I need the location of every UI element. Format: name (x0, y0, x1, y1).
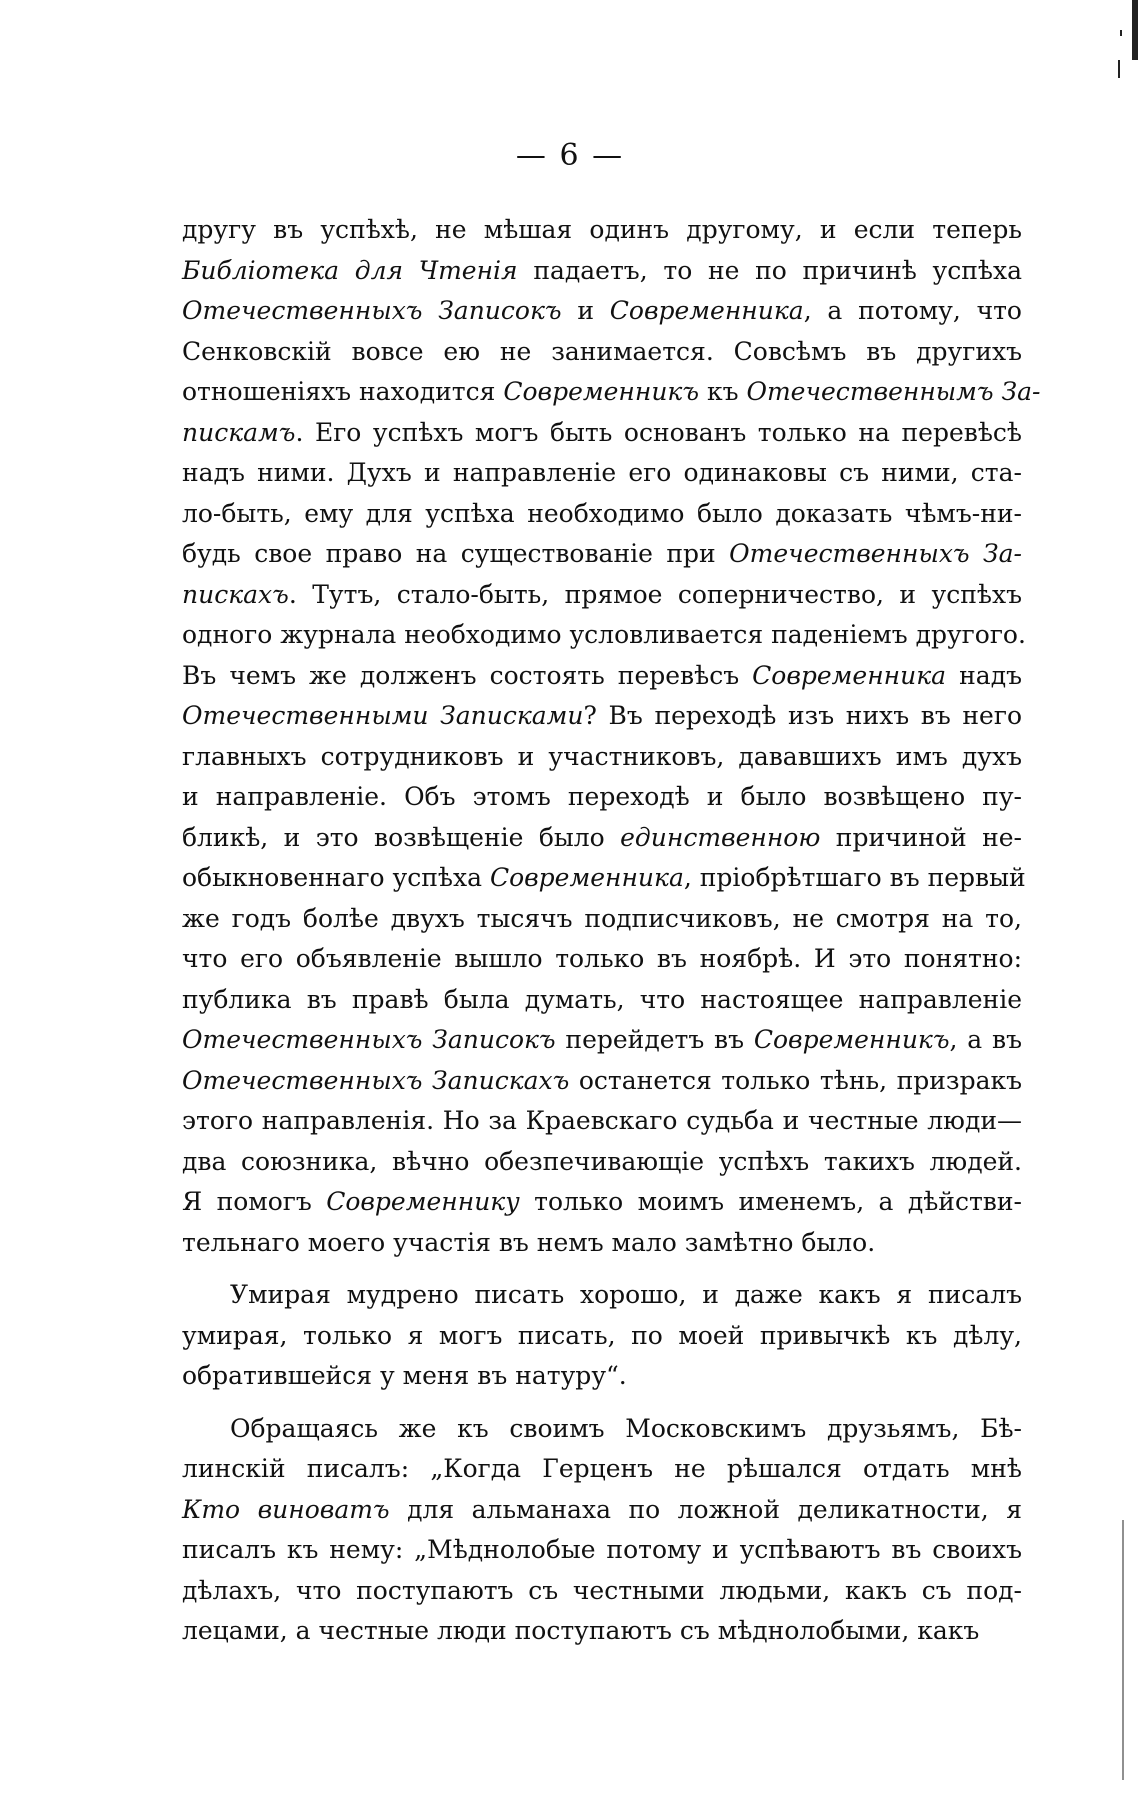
italic-title: Кто виноватъ (182, 1494, 390, 1524)
text-run: и (561, 296, 610, 325)
italic-title: Отечественнымъ За- (746, 377, 1041, 406)
text-run: лецами, а честные люди поступаютъ съ мѣднолобыми, какъ (182, 1616, 980, 1645)
italic-title: Отечественныхъ За- (729, 539, 1022, 568)
text-line (182, 818, 1022, 859)
text-line (182, 939, 1022, 980)
italic-title: Библіотека для Чтенія (182, 255, 518, 285)
text-run: этого направленія. Но за Краевскаго судьба и честные люди— (182, 1106, 1022, 1135)
page-edge-marks (1110, 0, 1140, 1820)
text-run: линскій писалъ: „Когда Герценъ не рѣшался отдать мнѣ (182, 1454, 1022, 1483)
text-run: два союзника, вѣчно обезпечивающіе успѣхъ такихъ людей. (182, 1146, 1022, 1176)
text-line (182, 1061, 1022, 1102)
italic-title: Современника (752, 660, 947, 690)
text-line (182, 453, 1022, 494)
text-run: причиной не- (820, 822, 1022, 852)
italic-title: Отечественныхъ Запискахъ (182, 1065, 570, 1095)
text-run: для альманаха по ложной деликатности, я (389, 1494, 1023, 1524)
text-run: къ (699, 377, 747, 406)
text-run: перейдетъ въ (555, 1025, 754, 1054)
italic-title: пискамъ (182, 417, 296, 447)
text-line (182, 1490, 1022, 1531)
text-line (182, 737, 1022, 778)
text-line (182, 494, 1022, 535)
text-run: , пріобрѣтшаго въ первый (683, 863, 1026, 892)
text-run: Въ чемъ же долженъ состоять перевѣсъ (182, 660, 753, 690)
text-line (182, 1101, 1022, 1142)
text-run: будь свое право на существованіе при (182, 539, 730, 568)
text-run: ? Въ переходѣ изъ нихъ въ него (583, 701, 1022, 730)
text-run: что его объявленіе вышло только въ ноябрѣ. И это понятно: (182, 944, 1022, 973)
text-line (182, 534, 1022, 575)
text-run: Сенковскій вовсе ею не занимается. Совсѣмъ въ другихъ (182, 336, 1022, 366)
text-line (182, 696, 1022, 737)
text-line (182, 332, 1022, 373)
text-run: останется только тѣнь, призракъ (569, 1065, 1023, 1095)
text-run: одного журнала необходимо условливается паденіемъ другого. (182, 620, 1026, 649)
italic-title: единственною (620, 822, 821, 852)
text-line (182, 1611, 1022, 1652)
paragraph-gap (182, 1263, 1022, 1275)
italic-title: Современникъ (503, 377, 700, 406)
text-line (182, 1571, 1022, 1612)
text-line (182, 291, 1022, 332)
text-run: обыкновеннаго успѣха (182, 863, 490, 892)
text-run: , а потому, что (803, 296, 1022, 325)
text-line (182, 1020, 1022, 1061)
italic-title: Современникъ (753, 1025, 950, 1054)
text-run: и направленіе. Объ этомъ переходѣ и было возвѣщено пу- (182, 782, 1022, 811)
text-run: Умирая мудрено писать хорошо, и даже какъ я писалъ (230, 1280, 1022, 1309)
text-line (182, 1182, 1022, 1223)
text-line (182, 777, 1022, 818)
body-text (182, 210, 1041, 1652)
text-run: надъ ними. Духъ и направленіе его одинаковы съ ними, ста- (182, 458, 1022, 487)
text-line (182, 413, 1022, 454)
text-run: надъ (946, 660, 1022, 690)
text-line (182, 1409, 1022, 1450)
text-run: , а въ (949, 1025, 1022, 1054)
paragraph (182, 1409, 1022, 1652)
paragraph-gap (182, 1397, 1022, 1409)
text-run: же годъ болѣе двухъ тысячъ подписчиковъ, не смотря на то, (182, 903, 1022, 933)
page-number: — 6 — (515, 138, 625, 173)
text-line (182, 1275, 1022, 1316)
text-run: публика въ правѣ была думать, что настоящее направленіе (182, 984, 1022, 1014)
text-run: умирая, только я могъ писать, по моей привычкѣ къ дѣлу, (182, 1320, 1022, 1350)
italic-title: Современнику (326, 1187, 520, 1216)
italic-title: Отечественныхъ Записокъ (182, 1025, 556, 1054)
text-run: другу въ успѣхѣ, не мѣшая одинъ другому, и если теперь (182, 215, 1022, 244)
text-line (182, 372, 1041, 413)
text-run: только моимъ именемъ, а дѣйстви- (519, 1187, 1022, 1216)
text-run: Обращаясь же къ своимъ Московскимъ друзьямъ, Бѣ- (230, 1413, 1022, 1443)
paragraph (182, 1275, 1022, 1397)
text-line (182, 1316, 1022, 1357)
italic-title: Современника (609, 296, 804, 325)
text-run: . Тутъ, стало-быть, прямое соперничество, и успѣхъ (288, 579, 1022, 609)
text-line (182, 1223, 1022, 1264)
text-line (182, 1449, 1022, 1490)
italic-title: Отечественныхъ Записокъ (182, 296, 562, 325)
text-line (182, 210, 1022, 251)
text-run: . Его успѣхъ могъ быть основанъ только на перевѣсѣ (295, 417, 1022, 447)
text-run: отношеніяхъ находится (182, 377, 504, 406)
text-run: главныхъ сотрудниковъ и участниковъ, дававшихъ имъ духъ (182, 741, 1022, 771)
italic-title: пискахъ (182, 579, 289, 609)
text-run: бликѣ, и это возвѣщеніе было (182, 822, 621, 852)
text-line (182, 1142, 1022, 1183)
text-line (182, 1530, 1022, 1571)
text-line (182, 858, 1026, 899)
text-line (182, 899, 1022, 940)
text-run: дѣлахъ, что поступаютъ съ честными людьми, какъ съ под- (182, 1575, 1022, 1605)
text-line (182, 251, 1022, 292)
paragraph (182, 210, 1041, 1263)
text-run: Я помогъ (182, 1187, 327, 1216)
text-run: тельнаго моего участія въ немъ мало замѣтно было. (182, 1227, 876, 1257)
text-run: обратившейся у меня въ натуру“. (182, 1361, 627, 1390)
italic-title: Современника (489, 863, 684, 892)
text-line (182, 980, 1022, 1021)
text-run: падаетъ, то не по причинѣ успѣха (517, 255, 1022, 285)
italic-title: Отечественными Записками (182, 701, 584, 730)
text-line (182, 656, 1022, 697)
text-run: писалъ къ нему: „Мѣднолобые потому и успѣваютъ въ своихъ (182, 1535, 1022, 1564)
text-line (182, 1356, 1022, 1397)
text-run: ло-быть, ему для успѣха необходимо было доказать чѣмъ-ни- (182, 498, 1022, 528)
text-line (182, 575, 1022, 616)
text-line (182, 615, 1026, 656)
